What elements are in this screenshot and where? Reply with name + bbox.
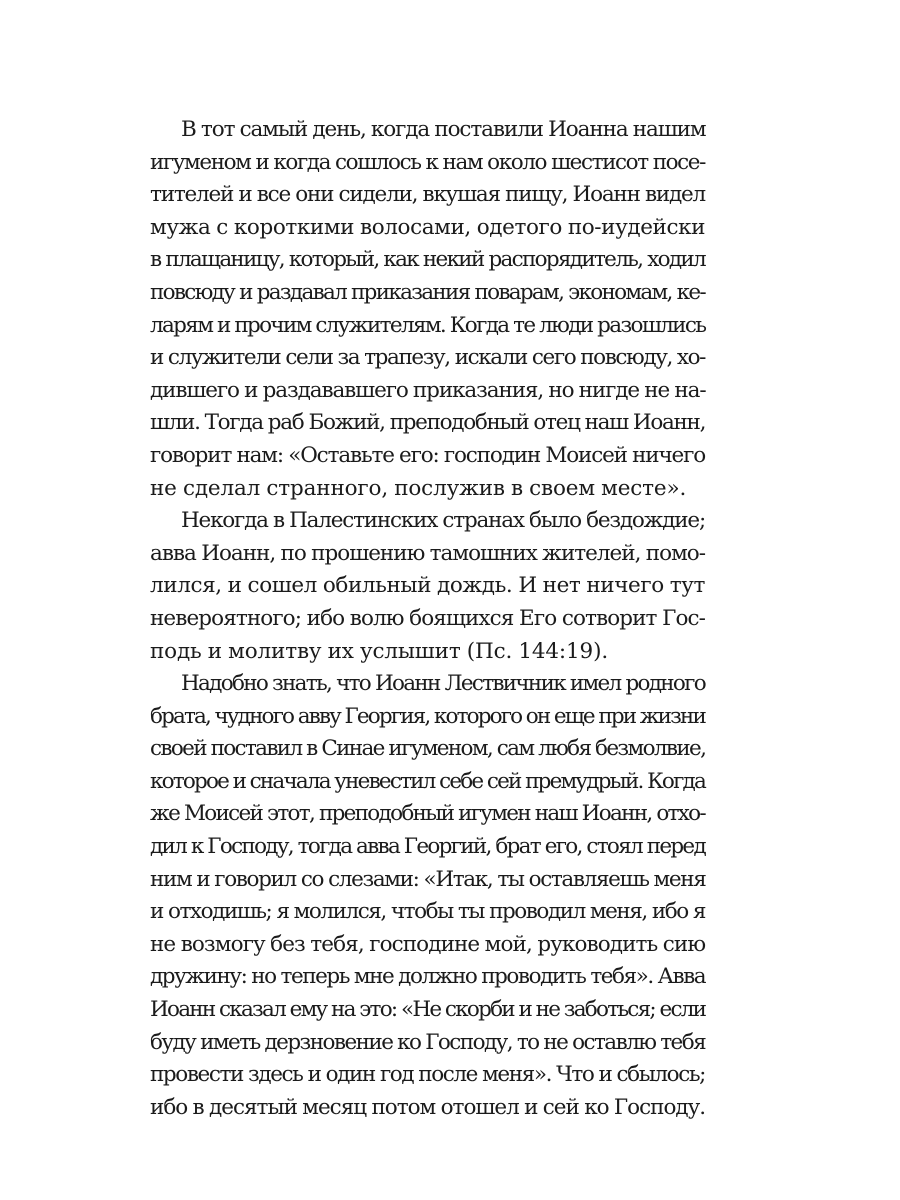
text-line: говорит нам: «Оставьте его: господин Моисей ничего (150, 442, 705, 468)
text-line: тителей и все они сидели, вкушая пищу, Иоанн видел (150, 182, 705, 208)
text-line: В тот самый день, когда поставили Иоанна нашим (181, 117, 706, 142)
text-line: буду иметь дерзновение ко Господу, то не оставлю тебя (150, 1029, 706, 1055)
text-line: и служители сели за трапезу, искали сего повсюду, хо- (150, 345, 705, 371)
text-line: и отходишь; я молился, чтобы ты проводил меня, ибо я (150, 899, 705, 925)
paragraph-3 (150, 668, 705, 1124)
text-line: игуменом и когда сошлось к нам около шестисот посе- (150, 149, 705, 175)
text-line: подь и молитву их услышит (Пс. 144:19). (150, 638, 609, 664)
text-line: шли. Тогда раб Божий, преподобный отец наш Иоанн, (150, 410, 706, 436)
text-line: дружину: но теперь мне должно проводить тебя». Авва (150, 964, 706, 990)
text-line: дил к Господу, тогда авва Георгий, брат его, стоял перед (150, 834, 705, 860)
text-line: ларям и прочим служителям. Когда те люди разошлись (150, 312, 706, 338)
text-line: Иоанн сказал ему на это: «Не скорби и не заботься; если (150, 997, 706, 1023)
text-line: которое и сначала уневестил себе сей премудрый. Когда (150, 768, 705, 794)
text-line: Некогда в Палестинских странах было бездождие; (181, 508, 705, 534)
paragraph-1 (150, 114, 705, 505)
page-text (150, 114, 705, 1124)
text-line: авва Иоанн, по прошению тамошних жителей, помо- (150, 540, 705, 566)
text-line: повсюду и раздавал приказания поварам, экономам, ке- (150, 279, 705, 305)
text-line: брата, чудного авву Георгия, которого он еще при жизни (150, 703, 705, 729)
text-line: Надобно знать, что Иоанн Лествичник имел родного (181, 671, 705, 697)
text-line: лился, и сошел обильный дождь. И нет ничего тут (150, 573, 705, 599)
text-line: невероятного; ибо волю боящихся Его сотворит Гос- (150, 605, 705, 631)
text-line: мужа с короткими волосами, одетого по-иудейски (150, 214, 706, 240)
text-line: в плащаницу, который, как некий распорядитель, ходил (150, 247, 705, 273)
text-line: ним и говорил со слезами: «Итак, ты оставляешь меня (150, 866, 706, 892)
paragraph-2 (150, 505, 705, 668)
text-line: ибо в десятый месяц потом отошел и сей ко Господу. (150, 1094, 706, 1120)
text-line: провести здесь и один год после меня». Что и сбылось; (150, 1062, 705, 1088)
text-line: дившего и раздававшего приказания, но нигде не на- (150, 377, 706, 403)
text-line: не сделал странного, послужив в своем месте». (150, 475, 687, 501)
text-line: своей поставил в Синае игуменом, сам любя безмолвие, (150, 736, 706, 762)
text-line: же Моисей этот, преподобный игумен наш Иоанн, отхо- (150, 801, 705, 827)
text-line: не возмогу без тебя, господине мой, руководить сию (150, 931, 706, 957)
